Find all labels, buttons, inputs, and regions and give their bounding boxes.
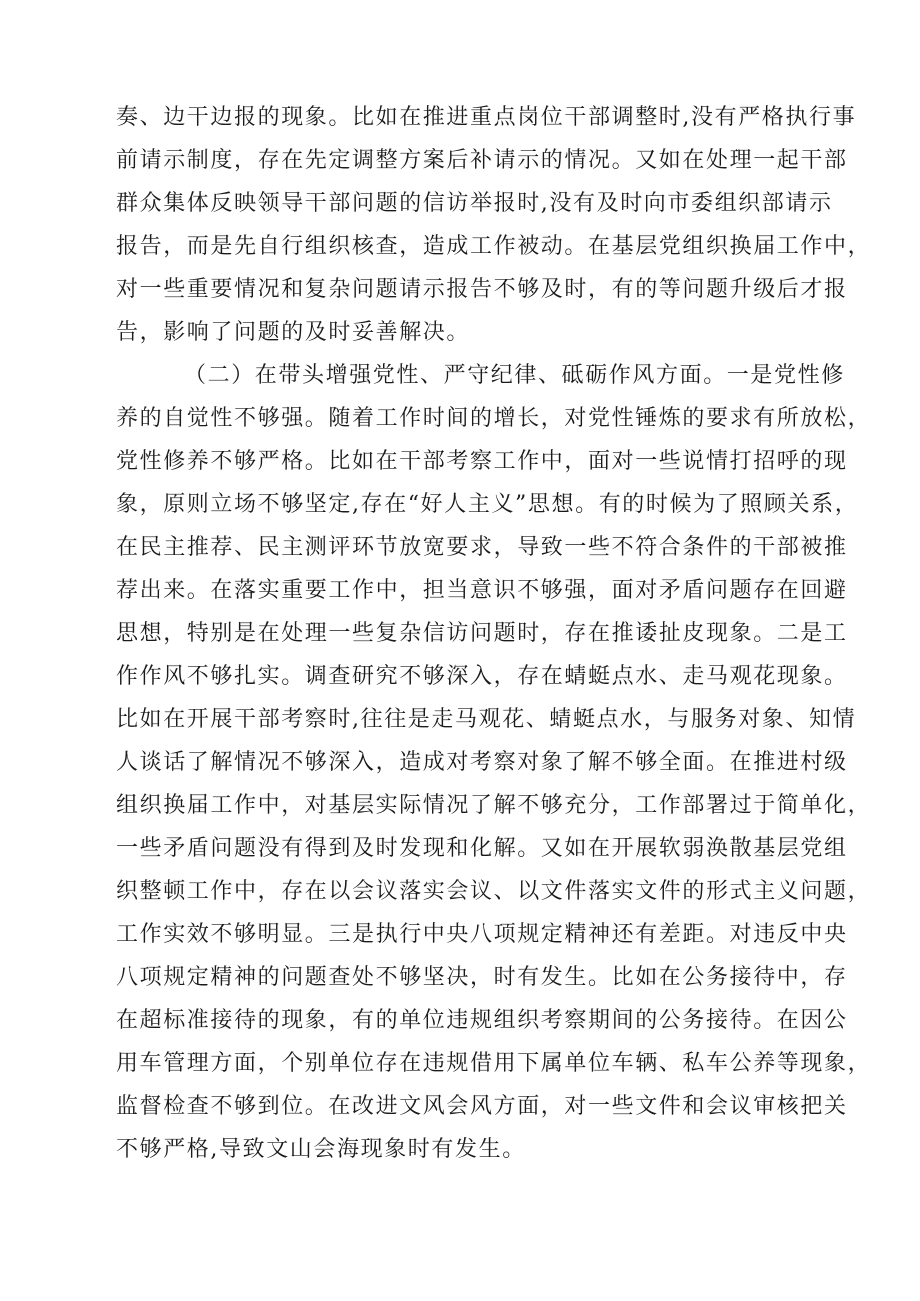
- text-line: 群众集体反映领导干部问题的信访举报时,没有及时向市委组织部请示: [116, 191, 833, 216]
- text-line: 用车管理方面，个别单位存在违规借用下属单位车辆、私车公养等现象，: [116, 1051, 872, 1076]
- section-heading-line: （二）在带头增强党性、严守纪律、砥砺作风方面。一是党性修: [184, 363, 845, 388]
- text-line: 人谈话了解情况不够深入，造成对考察对象了解不够全面。在推进村级: [116, 750, 848, 775]
- text-line: 在超标准接待的现象，有的单位违规组织考察期间的公务接待。在因公: [116, 1008, 848, 1033]
- text-line: 对一些重要情况和复杂问题请示报告不够及时，有的等问题升级后才报: [116, 277, 848, 302]
- text-line: 奏、边干边报的现象。比如在推进重点岗位干部调整时,没有严格执行事: [116, 105, 857, 130]
- text-line: 养的自觉性不够强。随着工作时间的增长，对党性锤炼的要求有所放松，: [116, 406, 872, 431]
- text-line: 象，原则立场不够坚定,存在“好人主义”思想。有的时候为了照顾关系，: [116, 492, 859, 517]
- text-line: 在民主推荐、民主测评环节放宽要求，导致一些不符合条件的干部被推: [116, 535, 848, 560]
- text-line: 八项规定精神的问题查处不够坚决，时有发生。比如在公务接待中，存: [116, 965, 848, 990]
- text-line: 党性修养不够严格。比如在干部考察工作中，面对一些说情打招呼的现: [116, 449, 848, 474]
- text-line: 比如在开展干部考察时,往往是走马观花、蜻蜓点水，与服务对象、知情: [116, 707, 857, 732]
- text-line: 监督检查不够到位。在改进文风会风方面，对一些文件和会议审核把关: [116, 1094, 848, 1119]
- text-line: 荐出来。在落实重要工作中，担当意识不够强，面对矛盾问题存在回避: [116, 578, 848, 603]
- text-line: 前请示制度，存在先定调整方案后补请示的情况。又如在处理一起干部: [116, 148, 848, 173]
- text-line: 一些矛盾问题没有得到及时发现和化解。又如在开展软弱涣散基层党组: [116, 836, 848, 861]
- text-line: 告，影响了问题的及时妥善解决。: [116, 320, 471, 345]
- text-line: 织整顿工作中，存在以会议落实会议、以文件落实文件的形式主义问题，: [116, 879, 872, 904]
- text-line: 工作实效不够明显。三是执行中央八项规定精神还有差距。对违反中央: [116, 922, 848, 947]
- text-line: 报告，而是先自行组织核查，造成工作被动。在基层党组织换届工作中，: [116, 234, 872, 259]
- text-line: 不够严格,导致文山会海现象时有发生。: [116, 1137, 526, 1162]
- text-line: 思想，特别是在处理一些复杂信访问题时，存在推诿扯皮现象。二是工: [116, 621, 848, 646]
- text-line: 组织换届工作中，对基层实际情况了解不够充分，工作部署过于简单化，: [116, 793, 872, 818]
- text-line: 作作风不够扎实。调查研究不够深入，存在蜻蜓点水、走马观花现象。: [116, 664, 848, 689]
